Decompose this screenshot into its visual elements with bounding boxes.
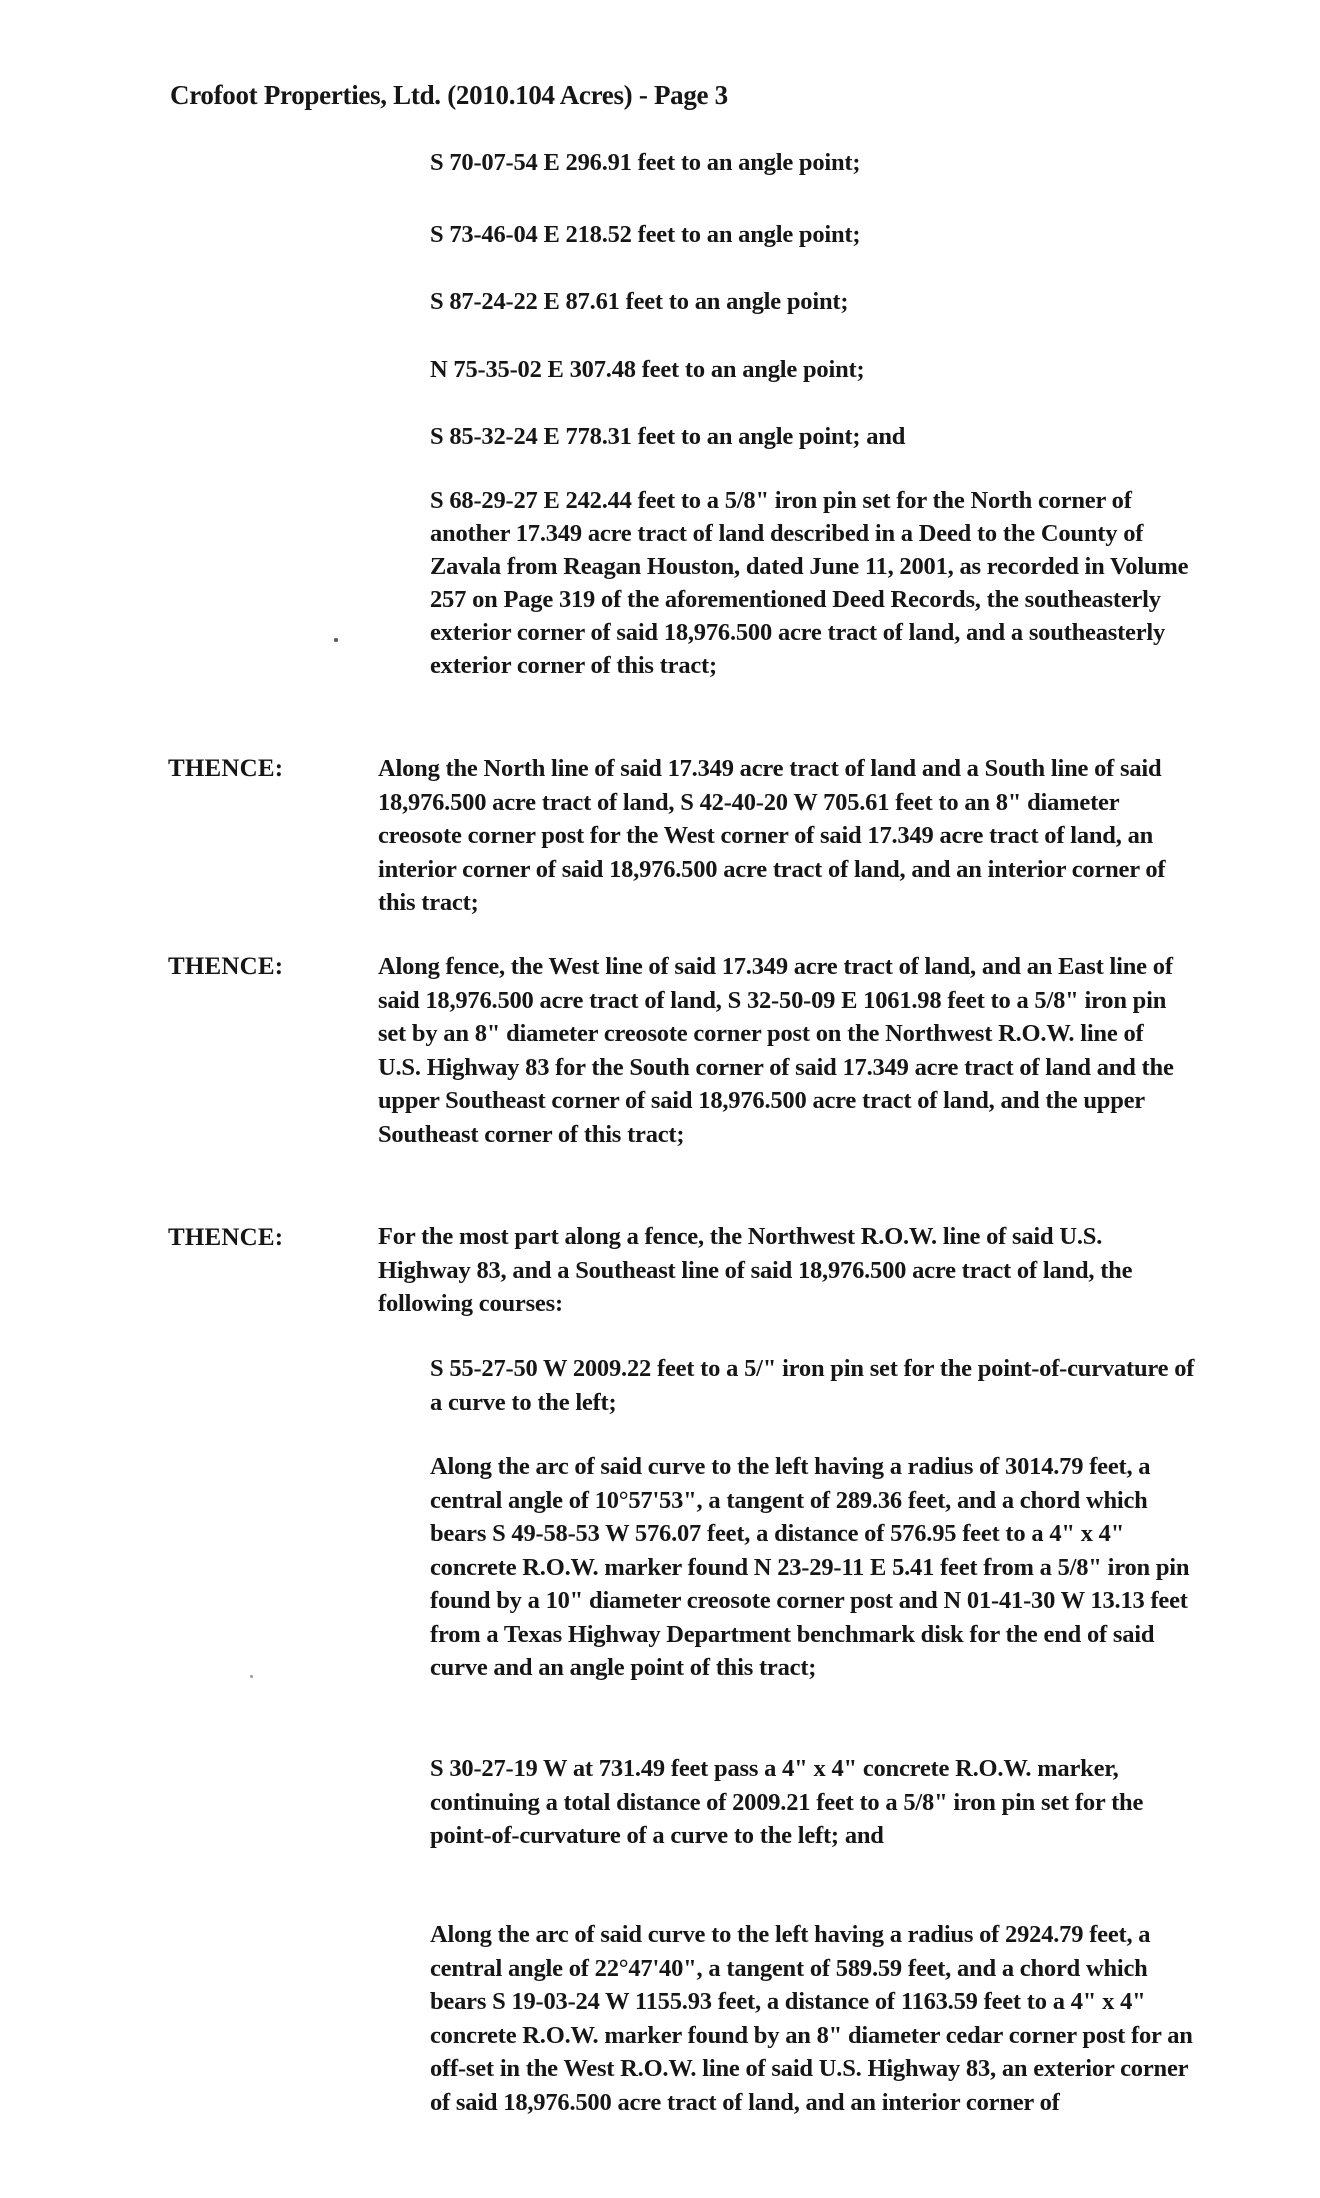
course-line: S 87-24-22 E 87.61 feet to an angle point; <box>430 288 849 315</box>
thence-label: THENCE: <box>168 953 284 980</box>
course-line: S 73-46-04 E 218.52 feet to an angle point; <box>430 221 861 248</box>
thence-paragraph: For the most part along a fence, the Northwest R.O.W. line of said U.S. Highway 83, and a Southeast line of said 18,976.500 acre tract of land, the following courses: <box>378 1223 1133 1317</box>
thence-paragraph: Along fence, the West line of said 17.349 acre tract of land, and an East line of said 18,976.500 acre tract of land, S 32-50-09 E 1061.98 feet to a 5/8" iron pin set by an 8" diameter creosote corner post on the Northwest R.O.W. line of U.S. Highway 83 for the South corner of said 17.349 acre tract of land and the upper Southeast corner of said 18,976.500 acre tract of land, and the upper Southeast corner of this tract; <box>378 953 1174 1148</box>
page-header: Crofoot Properties, Ltd. (2010.104 Acres) - Page 3 <box>170 80 728 110</box>
course-line: N 75-35-02 E 307.48 feet to an angle point; <box>430 356 865 383</box>
course-line: S 70-07-54 E 296.91 feet to an angle point; <box>430 149 861 176</box>
sub-course-paragraph: S 55-27-50 W 2009.22 feet to a 5/" iron pin set for the point-of-curvature of a curve to the left; <box>430 1355 1195 1416</box>
thence-label: THENCE: <box>168 755 284 782</box>
course-paragraph: S 68-29-27 E 242.44 feet to a 5/8" iron pin set for the North corner of another 17.349 acre tract of land described in a Deed to the County of Zavala from Reagan Houston, dated June 11, 2001, as recorded in Volume 257 on Page 319 of the aforementioned Deed Records, the southeasterly exterior corner of said 18,976.500 acre tract of land, and a southeasterly exterior corner of this tract; <box>430 487 1189 679</box>
sub-course-paragraph: S 30-27-19 W at 731.49 feet pass a 4" x 4" concrete R.O.W. marker, continuing a total distance of 2009.21 feet to a 5/8" iron pin set for the point-of-curvature of a curve to the left; and <box>430 1755 1144 1849</box>
course-line: S 85-32-24 E 778.31 feet to an angle point; and <box>430 423 906 450</box>
sub-course-paragraph: Along the arc of said curve to the left having a radius of 3014.79 feet, a central angle of 10°57'53", a tangent of 289.36 feet, and a chord which bears S 49-58-53 W 576.07 feet, a distance of 576.95 feet to a 4" x 4" concrete R.O.W. marker found N 23-29-11 E 5.41 feet from a 5/8" iron pin found by a 10" diameter creosote corner post and N 01-41-30 W 13.13 feet from a Texas Highway Department benchmark disk for the end of said curve and an angle point of this tract; <box>430 1453 1190 1681</box>
thence-label: THENCE: <box>168 1224 284 1251</box>
scan-speck <box>334 638 338 642</box>
sub-course-paragraph: Along the arc of said curve to the left having a radius of 2924.79 feet, a central angle of 22°47'40", a tangent of 589.59 feet, and a chord which bears S 19-03-24 W 1155.93 feet, a distance of 1163.59 feet to a 4" x 4" concrete R.O.W. marker found by an 8" diameter cedar corner post for an off-set in the West R.O.W. line of said U.S. Highway 83, an exterior corner of said 18,976.500 acre tract of land, and an interior corner of <box>430 1921 1193 2116</box>
scan-speck <box>250 1675 253 1678</box>
thence-paragraph: Along the North line of said 17.349 acre tract of land and a South line of said 18,976.500 acre tract of land, S 42-40-20 W 705.61 feet to an 8" diameter creosote corner post for the West corner of said 17.349 acre tract of land, an interior corner of said 18,976.500 acre tract of land, and an interior corner of this tract; <box>378 755 1166 916</box>
